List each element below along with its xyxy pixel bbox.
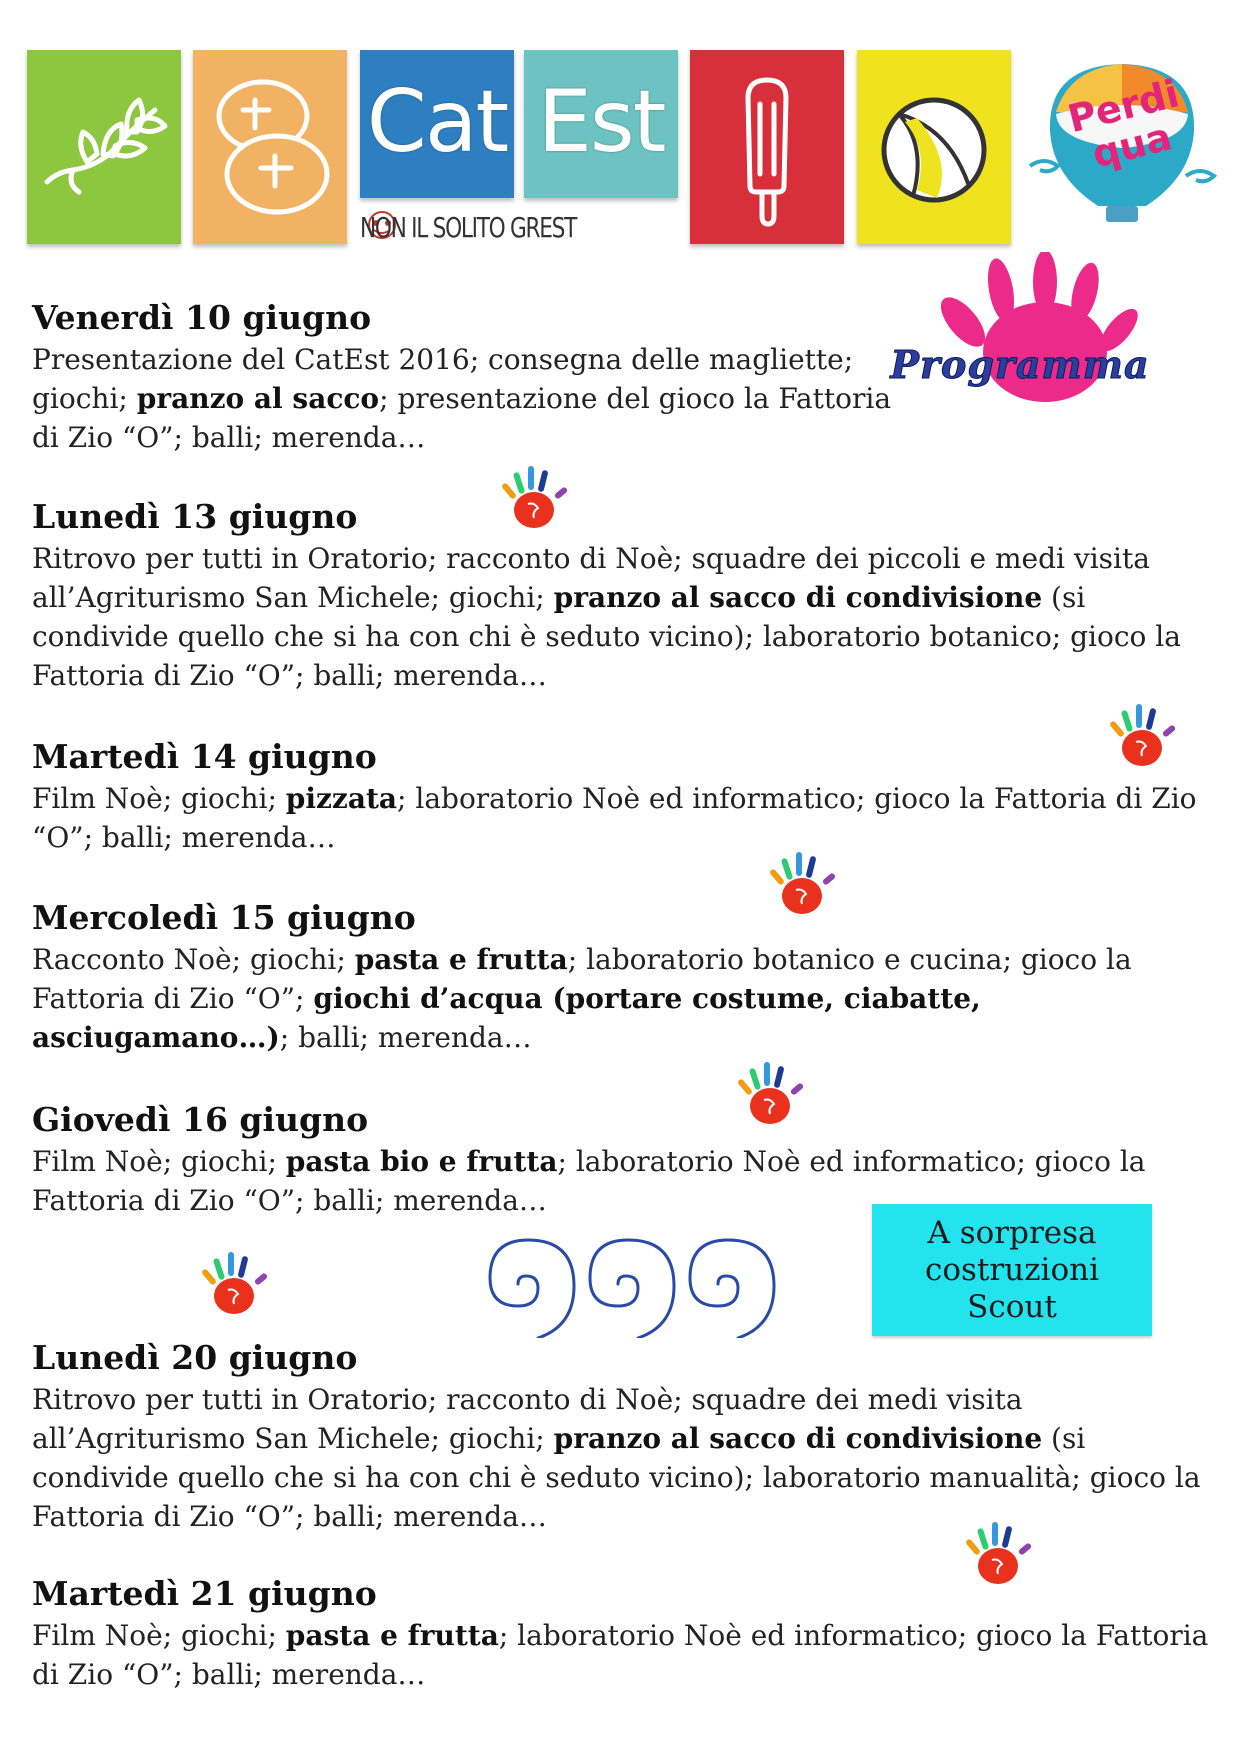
body-text: ; laboratorio Noè ed informatico; gioco la Fattoria di Zio “O”; balli; merenda… — [32, 1619, 1209, 1691]
perdiqua-logo-text: Perdi qua — [1063, 71, 1184, 177]
day-title: Mercoledì 15 giugno — [32, 898, 416, 937]
day-block — [32, 737, 1212, 857]
day-description — [32, 940, 1212, 1057]
surprise-box — [872, 1204, 1152, 1336]
day-block — [32, 1100, 1212, 1220]
body-text: ; laboratorio Noè ed informatico; gioco la Fattoria di Zio “O”; balli; merenda… — [32, 1145, 1146, 1217]
brand-word-est: Est — [537, 72, 665, 172]
day-title: Giovedì 16 giugno — [32, 1100, 369, 1139]
spiral-decoration — [470, 1228, 780, 1338]
handprint-icon — [484, 458, 576, 536]
day-title: Lunedì 20 giugno — [32, 1338, 358, 1377]
handprint-icon — [752, 844, 844, 922]
day-block — [32, 497, 1212, 695]
body-text: Film Noè; giochi; — [32, 1619, 286, 1652]
body-text: Presentazione del CatEst 2016; consegna delle magliette; giochi; — [32, 343, 854, 415]
spiral-icon — [690, 1240, 774, 1338]
highlight-text: pranzo al sacco di condivisione — [553, 1422, 1043, 1455]
highlight-text: giochi d’acqua (portare costume, ciabatte, asciugamano…) — [32, 982, 981, 1054]
spiral-icon — [590, 1240, 674, 1338]
highlight-text: pranzo al sacco di condivisione — [553, 581, 1043, 614]
spiral-icon — [490, 1240, 574, 1338]
bread-tile — [193, 50, 347, 244]
body-text: ; laboratorio botanico e cucina; gioco la Fattoria di Zio “O”; — [32, 943, 1132, 1015]
surprise-box-text: A sorpresa costruzioni Scout — [925, 1214, 1099, 1325]
day-title: Martedì 21 giugno — [32, 1574, 377, 1613]
day-block — [32, 298, 902, 457]
day-title: Lunedì 13 giugno — [32, 497, 358, 536]
day-block — [32, 1574, 1212, 1694]
body-text: Film Noè; giochi; — [32, 1145, 286, 1178]
handprint-icon — [948, 1514, 1040, 1592]
highlight-text: pasta e frutta — [354, 943, 568, 976]
brand-tile-cat — [360, 50, 514, 198]
handprint-icon — [1092, 696, 1184, 774]
body-text: Film Noè; giochi; — [32, 782, 286, 815]
handprint-icon — [720, 1054, 812, 1132]
highlight-text: pasta bio e frutta — [285, 1145, 558, 1178]
body-text: ; presentazione del gioco la Fattoria di Zio “O”; balli; merenda… — [32, 382, 892, 454]
highlight-text: pasta e frutta — [285, 1619, 499, 1652]
brand-tile-est — [524, 50, 678, 198]
body-text: Ritrovo per tutti in Oratorio; racconto di Noè; squadre dei piccoli e medi visita all’Agriturismo San Michele; giochi; — [32, 542, 1150, 614]
body-text: ; balli; merenda… — [279, 1021, 532, 1054]
herb-tile — [27, 50, 181, 244]
handprint-icon — [184, 1244, 276, 1322]
brand-subtitle-text: NON IL SOLITO GREST — [360, 210, 577, 244]
highlight-text: pizzata — [285, 782, 398, 815]
bread-cross-icon — [193, 50, 347, 244]
herb-icon — [27, 50, 181, 244]
beach-ball-tile — [857, 50, 1011, 244]
catest-brand — [360, 50, 678, 244]
day-title: Venerdì 10 giugno — [32, 298, 372, 337]
day-description — [32, 539, 1212, 695]
popsicle-icon — [690, 50, 844, 244]
brand-word-cat: Cat — [366, 72, 508, 172]
body-text: Racconto Noè; giochi; — [32, 943, 355, 976]
day-block — [32, 1338, 1212, 1536]
day-description — [32, 779, 1212, 857]
body-text: Ritrovo per tutti in Oratorio; racconto di Noè; squadre dei medi visita all’Agriturismo San Michele; giochi; — [32, 1383, 1023, 1455]
day-block — [32, 898, 1212, 1057]
day-title: Martedì 14 giugno — [32, 737, 377, 776]
perdiqua-logo — [1026, 56, 1218, 226]
popsicle-tile — [690, 50, 844, 244]
day-description — [32, 1616, 1212, 1694]
beach-ball-icon — [857, 50, 1011, 244]
body-text: (si condivide quello che si ha con chi è seduto vicino); laboratorio manualità; gioco la Fattoria di Zio “O”; balli; merenda… — [32, 1422, 1201, 1533]
day-description — [32, 1380, 1212, 1536]
day-description — [32, 340, 902, 457]
body-text: ; laboratorio Noè ed informatico; gioco la Fattoria di Zio “O”; balli; merenda… — [32, 782, 1197, 854]
programma-label: Programma — [890, 342, 1150, 387]
brand-subtitle — [360, 210, 678, 244]
body-text: (si condivide quello che si ha con chi è seduto vicino); laboratorio botanico; gioco la Fattoria di Zio “O”; balli; merenda… — [32, 581, 1181, 692]
highlight-text: pranzo al sacco — [136, 382, 380, 415]
